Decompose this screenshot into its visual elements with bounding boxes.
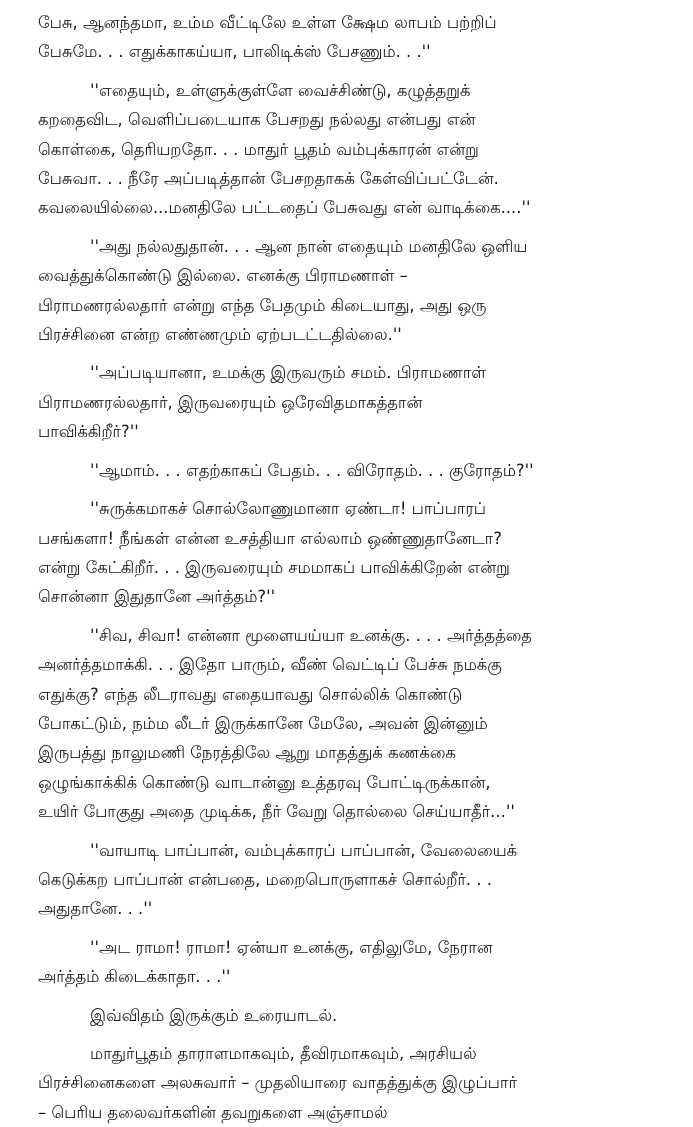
text-line: ஒழுங்காக்கிக் கொண்டு வாடான்னு உத்தரவு போட்டிருக்கான்,: [38, 772, 491, 792]
text-line: இருபத்து நாலுமணி நேரத்திலே ஆறு மாதத்துக் கணக்கை: [38, 743, 456, 763]
paragraph: [38, 456, 671, 485]
text-line: கொள்கை, தெரியறதோ. . . மாதுர் பூதம் வம்புக்காரன் என்று: [38, 139, 479, 159]
text-line: அனர்த்தமாக்கி. . . இதோ பாரும், வீண் வெட்டிப் பேச்சு நமக்கு: [38, 655, 502, 675]
text-line: எதுக்கு? எந்த லீடராவது எதையாவது சொல்லிக் கொண்டு: [38, 684, 463, 704]
paragraph: [38, 836, 671, 924]
text-line: ''வாயாடி பாப்பான், வம்புக்காரப் பாப்பான், வேலையைக்: [90, 840, 518, 860]
text-line: ''அப்படியானா, உமக்கு இருவரும் சமம். பிராமணாள்: [90, 363, 487, 383]
text-line: பசங்களா! நீங்கள் என்ன உசத்தியா எல்லாம் ஒண்ணுதானேடா?: [38, 528, 502, 548]
paragraph: [38, 1001, 671, 1030]
paragraph: [38, 621, 671, 827]
text-line: வைத்துக்கொண்டு இல்லை. எனக்கு பிராமணாள் –: [38, 266, 408, 286]
text-line: ''அட ராமா! ராமா! ஏன்யா உனக்கு, எதிலுமே, நேரான: [90, 937, 493, 957]
text-line: கவலையில்லை...மனதிலே பட்டதைப் பேசுவது என் வாடிக்கை....'': [38, 198, 531, 218]
text-line: பிராமணரல்லதார் என்று எந்த பேதமும் கிடையாது, அது ஒரு: [38, 295, 487, 315]
text-line: ''சுருக்கமாகச் சொல்லோணுமானா ஏண்டா! பாப்பாரப்: [90, 499, 487, 519]
text-line: கறதைவிட, வெளிப்படையாக பேசறது நல்லது என்பது என்: [38, 110, 476, 130]
paragraph: [38, 76, 671, 223]
text-line: – பெரிய தலைவர்களின் தவறுகளை அஞ்சாமல்: [38, 1102, 388, 1122]
paragraph: [38, 1039, 671, 1127]
text-line: மாதுர்பூதம் தாராளமாகவும், தீவிரமாகவும், அரசியல்: [90, 1044, 477, 1063]
text-line: பேசுவா. . . நீரே அப்படித்தான் பேசறதாகக் கேள்விப்பட்டேன்.: [38, 169, 499, 189]
paragraph: [38, 933, 671, 992]
text-line: ''எதையும், உள்ளுக்குள்ளே வைச்சிண்டு, கழுத்தறுக்: [90, 80, 471, 100]
text-line: போகட்டும், நம்ம லீடர் இருக்கானே மேலே, அவன் இன்னும்: [38, 713, 488, 733]
paragraph: [38, 232, 671, 350]
text-line: பிரச்சினை என்ற எண்ணமும் ஏற்படட்டதில்லை.'': [38, 325, 402, 345]
text-line: உயிர் போகுது அதை முடிக்க, நீர் வேறு தொல்லை செய்யாதீர்...'': [38, 802, 515, 822]
paragraph: [38, 358, 671, 446]
text-line: இவ்விதம் இருக்கும் உரையாடல்.: [90, 1005, 338, 1025]
text-line: ''அது நல்லதுதான். . . ஆன நான் எதையும் மனதிலே ஒளிய: [90, 236, 528, 256]
paragraph: [38, 8, 671, 67]
text-line: பாவிக்கிறீர்?'': [38, 422, 139, 442]
text-line: ''ஆமாம். . . எதற்காகப் பேதம். . . விரோதம். . . குரோதம்?'': [90, 460, 534, 480]
text-line: அர்த்தம் கிடைக்காதா. . .'': [38, 967, 231, 987]
text-line: பிராமணரல்லதார், இருவரையும் ஒரேவிதமாகத்தான்: [38, 392, 423, 412]
text-line: பேசுமே. . . எதுக்காகய்யா, பாலிடிக்ஸ் பேசணும். . .'': [38, 42, 431, 62]
text-line: ''சிவ, சிவா! என்னா மூளையய்யா உனக்கு. . . . அர்த்தத்தை: [90, 625, 532, 645]
paragraph: [38, 494, 671, 612]
text-line: சொன்னா இதுதானே அர்த்தம்?'': [38, 587, 276, 607]
text-line: அதுதானே. . .'': [38, 899, 153, 919]
text-line: பிரச்சினைகளை அலசுவார் – முதலியாரை வாதத்துக்கு இழுப்பார்: [38, 1073, 518, 1093]
text-line: என்று கேட்கிறீர். . . இருவரையும் சமமாகப் பாவிக்கிறேன் என்று: [38, 557, 510, 577]
text-line: கெடுக்கற பாப்பான் என்பதை, மறைபொருளாகச் சொல்றீர். . .: [38, 869, 492, 889]
text-line: பேசு, ஆனந்தமா, உம்ம வீட்டிலே உள்ள க்ஷேம லாபம் பற்றிப்: [38, 13, 497, 32]
